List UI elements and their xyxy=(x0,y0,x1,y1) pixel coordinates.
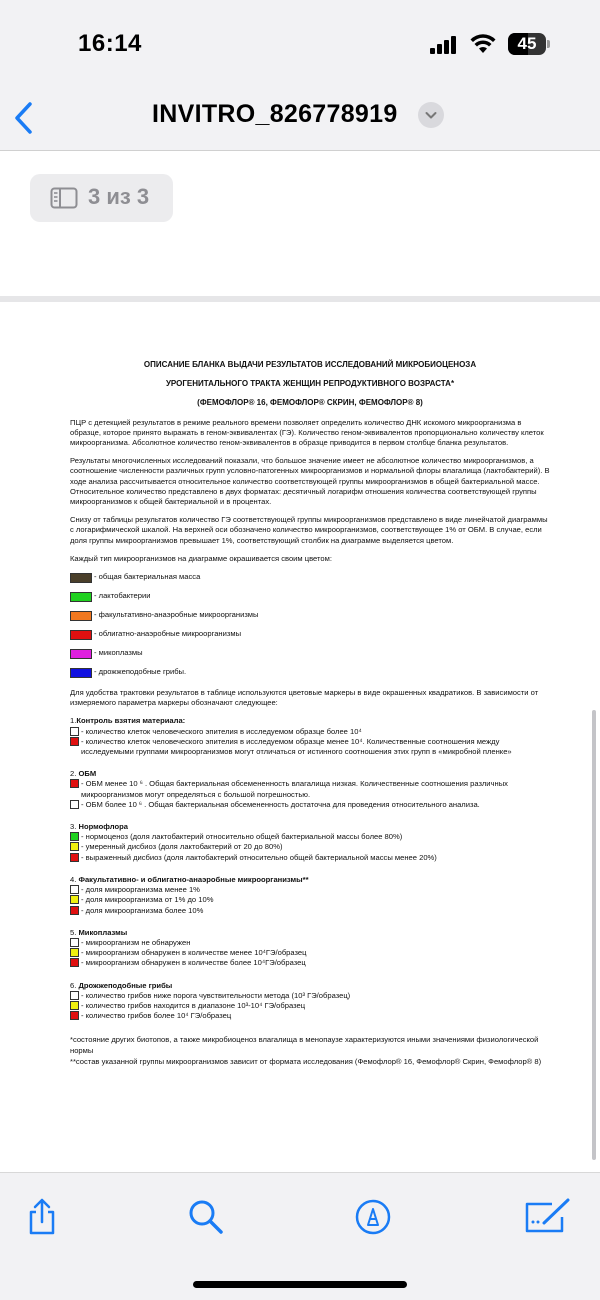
back-chevron-icon[interactable] xyxy=(10,98,40,138)
doc-heading-3: (ФЕМОФЛОР® 16, ФЕМОФЛОР® СКРИН, ФЕМОФЛОР® 8) xyxy=(197,398,423,408)
legend-item: - дрожжеподобные грибы. xyxy=(70,663,550,682)
legend-item: - общая бактериальная масса xyxy=(70,568,550,587)
clock: 16:14 xyxy=(78,30,142,57)
section-title: 6. Дрожжеподобные грибы xyxy=(70,980,173,990)
paragraph: ПЦР с детекцией результатов в режиме реального времени позволяет определить количество ДНК искомого микроорганизма в образце, которое принято выражать в геном-эквивалентах (ГЭ). Количество геном-эквивалентов пропорционально количеству клеток микроорганизма. Абсолютное количество геном-эквивалентов в образце приводится в первом столбце бланка результатов. xyxy=(70,417,544,448)
marker-box xyxy=(70,1011,79,1020)
marker-row: - доля микроорганизма от 1% до 10% xyxy=(70,895,550,905)
paragraph: Для удобства трактовки результатов в таблице используются цветовые маркеры в виде окрашенных квадратиков. В зависимости от измеряемого параметра маркеры обозначают следующее: xyxy=(70,688,539,708)
marker-row: - ОБМ менее 10 ⁶ . Общая бактериальная обсемененность влагалища низкая. Количественные соотношения различных микроорганизмов могут определяться с большой погрешностью. xyxy=(70,779,550,799)
navigation-bar xyxy=(0,90,600,150)
legend-swatch xyxy=(70,573,92,583)
footnote: **состав указанной группы микроорганизмов зависит от формата исследования (Фемофлор® 16, Фемофлор® Скрин, Фемофлор® 8) xyxy=(70,1056,542,1066)
status-bar xyxy=(0,0,600,90)
chevron-down-icon xyxy=(418,102,444,128)
marker-row: - умеренный дисбиоз (доля лактобактерий от 20 до 80%) xyxy=(70,842,550,852)
marker-row: - микроорганизм не обнаружен xyxy=(70,938,550,948)
section-title: 5. Микоплазмы xyxy=(70,927,128,937)
marker-box xyxy=(70,737,79,746)
marker-box xyxy=(70,727,79,736)
marker-row: - количество грибов ниже порога чувствительности метода (10³ ГЭ/образец) xyxy=(70,991,550,1001)
marker-box xyxy=(70,885,79,894)
legend-swatch xyxy=(70,668,92,678)
legend-swatch xyxy=(70,611,92,621)
marker-box xyxy=(70,800,79,809)
battery-level: 45 xyxy=(517,34,537,53)
wifi-icon xyxy=(470,34,496,54)
marker-box xyxy=(70,832,79,841)
title-menu-button[interactable] xyxy=(418,102,444,128)
section-title: 3. Нормофлора xyxy=(70,822,128,832)
marker-row: - ОБМ более 10 ⁶ . Общая бактериальная обсемененность достаточна для проведения относительного анализа. xyxy=(70,800,550,810)
section-title: 2. ОБМ xyxy=(70,769,97,779)
legend-swatch xyxy=(70,592,92,602)
marker-row: - доля микроорганизма более 10% xyxy=(70,906,550,916)
sidebar-icon xyxy=(50,187,78,209)
marker-box xyxy=(70,895,79,904)
marker-row: - количество грибов более 10⁴ ГЭ/образец xyxy=(70,1011,550,1021)
page-indicator-label: 3 из 3 xyxy=(88,184,150,209)
color-legend xyxy=(70,568,550,682)
marker-box xyxy=(70,991,79,1000)
marker-box xyxy=(70,779,79,788)
legend-item: - облигатно-анаэробные микроорганизмы xyxy=(70,625,550,644)
marker-box xyxy=(70,938,79,947)
legend-item: - лактобактерии xyxy=(70,587,550,606)
marker-row: - количество клеток человеческого эпителия в исследуемом образце более 10⁴ xyxy=(70,727,550,737)
section-title: 4. Факультативно- и облигатно-анаэробные микроорганизмы** xyxy=(70,874,309,884)
marker-box xyxy=(70,853,79,862)
search-icon[interactable] xyxy=(186,1197,226,1237)
page-indicator[interactable] xyxy=(30,174,173,222)
marker-box xyxy=(70,958,79,967)
document-title[interactable]: INVITRO_826778919 xyxy=(152,100,398,128)
doc-heading-1: ОПИСАНИЕ БЛАНКА ВЫДАЧИ РЕЗУЛЬТАТОВ ИССЛЕДОВАНИЙ МИКРОБИОЦЕНОЗА xyxy=(143,360,477,369)
share-icon[interactable] xyxy=(22,1197,62,1237)
paragraph: Каждый тип микроорганизмов на диаграмме окрашивается своим цветом: xyxy=(70,553,332,563)
legend-item: - микоплазмы xyxy=(70,644,550,663)
marker-row: - доля микроорганизма менее 1% xyxy=(70,885,550,895)
marker-box xyxy=(70,906,79,915)
marker-box xyxy=(70,948,79,957)
paragraph: Результаты многочисленных исследований показали, что большое значение имеет не абсолютное количество микроорганизмов, а соотношение численности различных групп условно-патогенных микроорганизмов и нормальной флоры влагалища (лактобактерий). В ходе анализа рассчитывается относительное количество соответствующей группы микроорганизмов в общей бактериальной массе. Относительное количество представлено в двух форматах: десятичный логарифм отношения количества соответствующей группы микроорганизмов к общей бактериальной и в процентах. xyxy=(70,456,550,507)
legend-swatch xyxy=(70,630,92,640)
footnote: *состояние других биотопов, а также микробиоценоз влагалища в менопаузе характеризуются иными значениями физиологической нормы xyxy=(70,1035,539,1055)
marker-box xyxy=(70,1001,79,1010)
legend-item: - факультативно-анаэробные микроорганизмы xyxy=(70,606,550,625)
home-indicator[interactable] xyxy=(193,1281,407,1288)
legend-swatch xyxy=(70,649,92,659)
marker-row: - микроорганизм обнаружен в количестве более 10⁴ГЭ/образец xyxy=(70,958,550,968)
cellular-signal-icon xyxy=(430,36,456,54)
marker-row: - микроорганизм обнаружен в количестве менее 10⁴ГЭ/образец xyxy=(70,948,550,958)
document-page xyxy=(0,302,600,1172)
marker-row: - нормоценоз (доля лактобактерий относительно общей бактериальной массы более 80%) xyxy=(70,832,550,842)
paragraph: Снизу от таблицы результатов количество ГЭ соответствующей группы микроорганизмов представлено в виде линейчатой диаграммы с логарифмической шкалой. На верхней оси обозначено количество микроорганизмов, соответствующее 1% от ОБМ. В случае, если доля группы микроорганизмов превышает 1%, соответствующий столбик на диаграмме выделяется цветом. xyxy=(70,515,548,545)
markup-icon[interactable] xyxy=(353,1197,393,1237)
marker-row: - количество клеток человеческого эпителия в исследуемом образце менее 10⁴. Количественные соотношения между исследуемыми группами микроорганизмов могут отличаться от истинного соотношения этих групп в «микробной пленке» xyxy=(70,737,550,757)
marker-row: - выраженный дисбиоз (доля лактобактерий относительно общей бактериальной массы менее 20%) xyxy=(70,853,550,863)
doc-heading-2: УРОГЕНИТАЛЬНОГО ТРАКТА ЖЕНЩИН РЕПРОДУКТИВНОГО ВОЗРАСТА* xyxy=(165,379,455,389)
scrollbar[interactable] xyxy=(592,710,596,1160)
annotate-icon[interactable] xyxy=(522,1197,572,1237)
marker-row: - количество грибов находится в диапазоне 10³-10⁴ ГЭ/образец xyxy=(70,1001,550,1011)
battery-icon xyxy=(508,33,546,55)
section-title: 1.Контроль взятия материала: xyxy=(70,716,186,726)
bottom-toolbar xyxy=(0,1172,600,1300)
marker-box xyxy=(70,842,79,851)
